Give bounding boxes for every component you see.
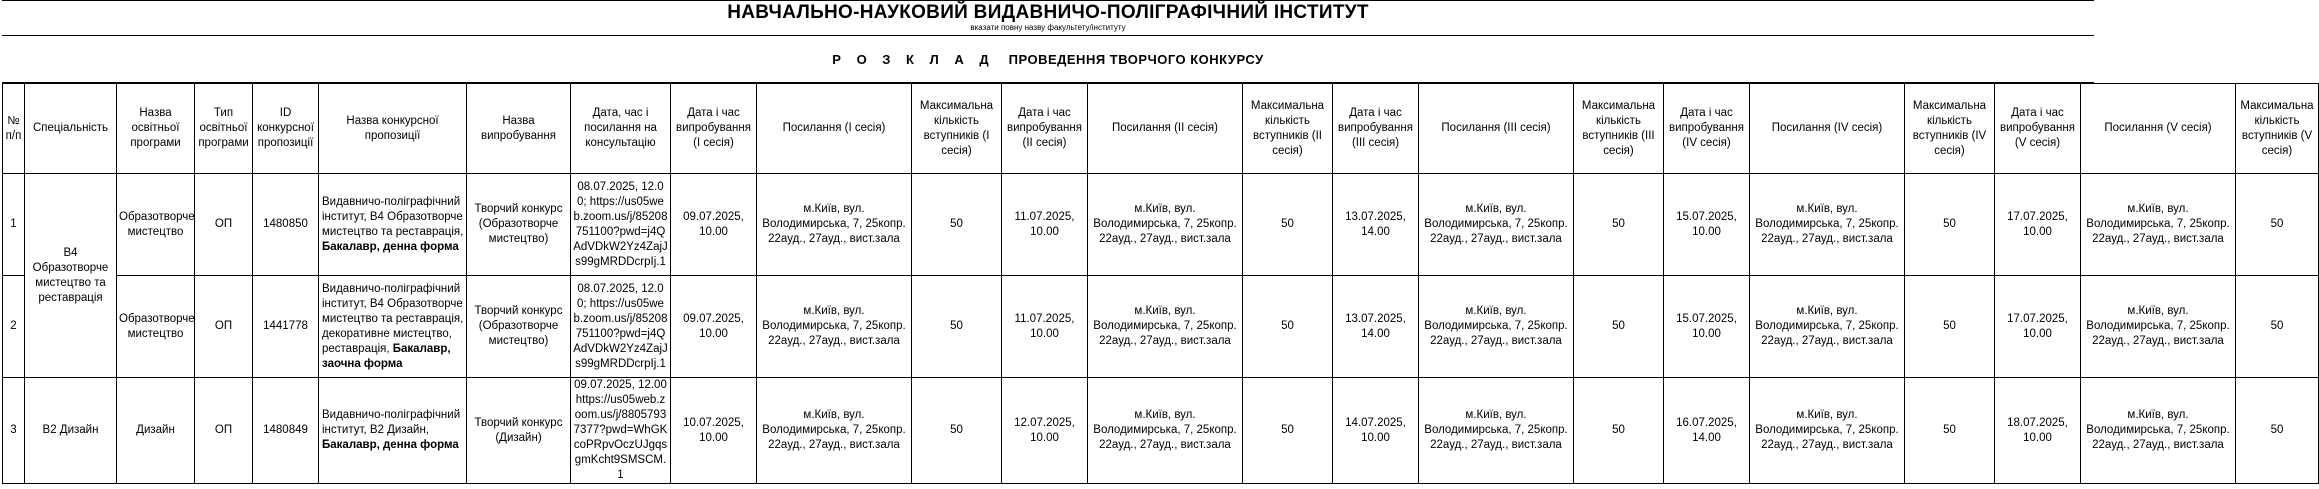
offer-name-text: Видавничо-поліграфічний інститут, В2 Дизайн, — [322, 409, 461, 436]
session-max-cell: 50 — [1574, 276, 1664, 378]
program-type-cell: ОП — [195, 378, 253, 484]
offer-name-text: Видавничо-поліграфічний інститут, В4 Образотворче мистецтво та реставрація, декоративне мистецтво, реставрація, — [322, 282, 464, 355]
session-max-cell: 50 — [1243, 276, 1333, 378]
session-link-cell: м.Київ, вул. Володимирська, 7, 25копр. 22ауд., 27ауд., вист.зала — [2081, 378, 2236, 484]
offer-id-cell: 1480850 — [253, 174, 319, 276]
session-date-cell: 11.07.2025, 10.00 — [1002, 276, 1088, 378]
offer-degree-text: Бакалавр, заочна форма — [322, 342, 451, 370]
session-max-cell: 50 — [2236, 174, 2319, 276]
specialty-cell: В2 Дизайн — [25, 378, 117, 484]
document-page — [2, 0, 2314, 484]
session-link-cell: м.Київ, вул. Володимирська, 7, 25копр. 22ауд., 27ауд., вист.зала — [1088, 378, 1243, 484]
column-header: № п/п — [3, 84, 25, 174]
column-header: Дата і час випробування (IV сесія) — [1664, 84, 1750, 174]
session-date-cell: 13.07.2025, 14.00 — [1333, 276, 1419, 378]
offer-name-cell — [319, 378, 467, 484]
exam-name-cell: Творчий конкурс (Образотворче мистецтво) — [467, 276, 571, 378]
session-date-cell: 11.07.2025, 10.00 — [1002, 174, 1088, 276]
column-header: Назва конкурсної пропозиції — [319, 84, 467, 174]
session-max-cell: 50 — [912, 378, 1002, 484]
exam-name-cell: Творчий конкурс (Дизайн) — [467, 378, 571, 484]
row-number: 1 — [3, 174, 25, 276]
column-header: ID конкурсної пропозиції — [253, 84, 319, 174]
program-cell: Образотворче мистецтво — [117, 174, 195, 276]
session-link-cell: м.Київ, вул. Володимирська, 7, 25копр. 22ауд., 27ауд., вист.зала — [1419, 174, 1574, 276]
session-link-cell: м.Київ, вул. Володимирська, 7, 25копр. 22ауд., 27ауд., вист.зала — [2081, 276, 2236, 378]
column-header: Максимальна кількість вступників (ІІІ сесія) — [1574, 84, 1664, 174]
session-link-cell: м.Київ, вул. Володимирська, 7, 25копр. 22ауд., 27ауд., вист.зала — [757, 378, 912, 484]
session-max-cell: 50 — [2236, 378, 2319, 484]
column-header: Максимальна кількість вступників (V сесія) — [2236, 84, 2319, 174]
program-type-cell: ОП — [195, 276, 253, 378]
session-date-cell: 18.07.2025, 10.00 — [1995, 378, 2081, 484]
session-max-cell: 50 — [1905, 378, 1995, 484]
consultation-cell: 08.07.2025, 12.00; https://us05web.zoom.us/j/85208751100?pwd=j4QAdVDkW2Yz4ZajJs99gMRDDcrpIj.1 — [571, 174, 671, 276]
session-max-cell: 50 — [2236, 276, 2319, 378]
offer-name-text: Видавничо-поліграфічний інститут, В4 Образотворче мистецтво та реставрація, — [322, 195, 464, 238]
row-number: 2 — [3, 276, 25, 378]
session-date-cell: 17.07.2025, 10.00 — [1995, 276, 2081, 378]
header-row — [3, 84, 2319, 174]
schedule-heading-spaced: Р О З К Л А Д — [832, 51, 995, 67]
session-date-cell: 09.07.2025, 10.00 — [671, 174, 757, 276]
session-link-cell: м.Київ, вул. Володимирська, 7, 25копр. 22ауд., 27ауд., вист.зала — [757, 276, 912, 378]
column-header: Посилання (IV сесія) — [1750, 84, 1905, 174]
offer-id-cell: 1480849 — [253, 378, 319, 484]
session-date-cell: 15.07.2025, 10.00 — [1664, 276, 1750, 378]
offer-name-cell — [319, 174, 467, 276]
column-header: Дата і час випробування (ІІІ сесія) — [1333, 84, 1419, 174]
institute-subtitle: вказати повну назву факультету/інституту — [970, 23, 1126, 32]
schedule-heading-rest: ПРОВЕДЕННЯ ТВОРЧОГО КОНКУРСУ — [1008, 51, 1264, 67]
session-max-cell: 50 — [1905, 276, 1995, 378]
session-max-cell: 50 — [1905, 174, 1995, 276]
session-date-cell: 12.07.2025, 10.00 — [1002, 378, 1088, 484]
session-max-cell: 50 — [912, 174, 1002, 276]
row-number: 3 — [3, 378, 25, 484]
session-date-cell: 14.07.2025, 10.00 — [1333, 378, 1419, 484]
session-link-cell: м.Київ, вул. Володимирська, 7, 25копр. 22ауд., 27ауд., вист.зала — [1750, 378, 1905, 484]
session-date-cell: 16.07.2025, 14.00 — [1664, 378, 1750, 484]
session-max-cell: 50 — [912, 276, 1002, 378]
program-cell: Образотворче мистецтво — [117, 276, 195, 378]
session-link-cell: м.Київ, вул. Володимирська, 7, 25копр. 22ауд., 27ауд., вист.зала — [2081, 174, 2236, 276]
session-max-cell: 50 — [1574, 378, 1664, 484]
column-header: Максимальна кількість вступників (І сесія) — [912, 84, 1002, 174]
consultation-cell: 09.07.2025, 12.00 https://us05web.zoom.us/j/88057937377?pwd=WhGKcoPRpvOczUJgqsgmKcht9SMSCM.1 — [571, 378, 671, 484]
consultation-cell: 08.07.2025, 12.00; https://us05web.zoom.us/j/85208751100?pwd=j4QAdVDkW2Yz4ZajJs99gMRDDcrpIj.1 — [571, 276, 671, 378]
offer-name-cell — [319, 276, 467, 378]
column-header: Дата і час випробування (ІІ сесія) — [1002, 84, 1088, 174]
column-header: Дата, час і посилання на консультацію — [571, 84, 671, 174]
table-row — [3, 378, 2319, 484]
column-header: Максимальна кількість вступників (IV сесія) — [1905, 84, 1995, 174]
institute-title: НАВЧАЛЬНО-НАУКОВИЙ ВИДАВНИЧО-ПОЛІГРАФІЧНИЙ ІНСТИТУТ — [727, 2, 1369, 23]
session-date-cell: 10.07.2025, 10.00 — [671, 378, 757, 484]
schedule-heading — [2, 36, 2094, 83]
session-date-cell: 15.07.2025, 10.00 — [1664, 174, 1750, 276]
column-header: Посилання (V сесія) — [2081, 84, 2236, 174]
session-max-cell: 50 — [1574, 174, 1664, 276]
table-row — [3, 174, 2319, 276]
schedule-table — [2, 83, 2319, 484]
program-type-cell: ОП — [195, 174, 253, 276]
column-header: Назва освітньої програми — [117, 84, 195, 174]
column-header: Дата і час випробування (І сесія) — [671, 84, 757, 174]
session-date-cell: 09.07.2025, 10.00 — [671, 276, 757, 378]
session-link-cell: м.Київ, вул. Володимирська, 7, 25копр. 22ауд., 27ауд., вист.зала — [1088, 276, 1243, 378]
session-date-cell: 17.07.2025, 10.00 — [1995, 174, 2081, 276]
title-block — [2, 0, 2094, 36]
specialty-cell: В4 Образотворче мистецтво та реставрація — [25, 174, 117, 378]
offer-degree-text: Бакалавр, денна форма — [322, 439, 459, 451]
session-link-cell: м.Київ, вул. Володимирська, 7, 25копр. 22ауд., 27ауд., вист.зала — [1419, 276, 1574, 378]
exam-name-cell: Творчий конкурс (Образотворче мистецтво) — [467, 174, 571, 276]
session-date-cell: 13.07.2025, 14.00 — [1333, 174, 1419, 276]
column-header: Посилання (І сесія) — [757, 84, 912, 174]
column-header: Тип освітньої програми — [195, 84, 253, 174]
program-cell: Дизайн — [117, 378, 195, 484]
session-max-cell: 50 — [1243, 378, 1333, 484]
column-header: Спеціальність — [25, 84, 117, 174]
table-row — [3, 276, 2319, 378]
session-link-cell: м.Київ, вул. Володимирська, 7, 25копр. 22ауд., 27ауд., вист.зала — [757, 174, 912, 276]
offer-id-cell: 1441778 — [253, 276, 319, 378]
column-header: Назва випробування — [467, 84, 571, 174]
column-header: Посилання (ІІІ сесія) — [1419, 84, 1574, 174]
session-max-cell: 50 — [1243, 174, 1333, 276]
session-link-cell: м.Київ, вул. Володимирська, 7, 25копр. 22ауд., 27ауд., вист.зала — [1419, 378, 1574, 484]
session-link-cell: м.Київ, вул. Володимирська, 7, 25копр. 22ауд., 27ауд., вист.зала — [1750, 174, 1905, 276]
column-header: Посилання (ІІ сесія) — [1088, 84, 1243, 174]
session-link-cell: м.Київ, вул. Володимирська, 7, 25копр. 22ауд., 27ауд., вист.зала — [1750, 276, 1905, 378]
offer-degree-text: Бакалавр, денна форма — [322, 240, 459, 253]
column-header: Максимальна кількість вступників (ІІ сесія) — [1243, 84, 1333, 174]
session-link-cell: м.Київ, вул. Володимирська, 7, 25копр. 22ауд., 27ауд., вист.зала — [1088, 174, 1243, 276]
column-header: Дата і час випробування (V сесія) — [1995, 84, 2081, 174]
